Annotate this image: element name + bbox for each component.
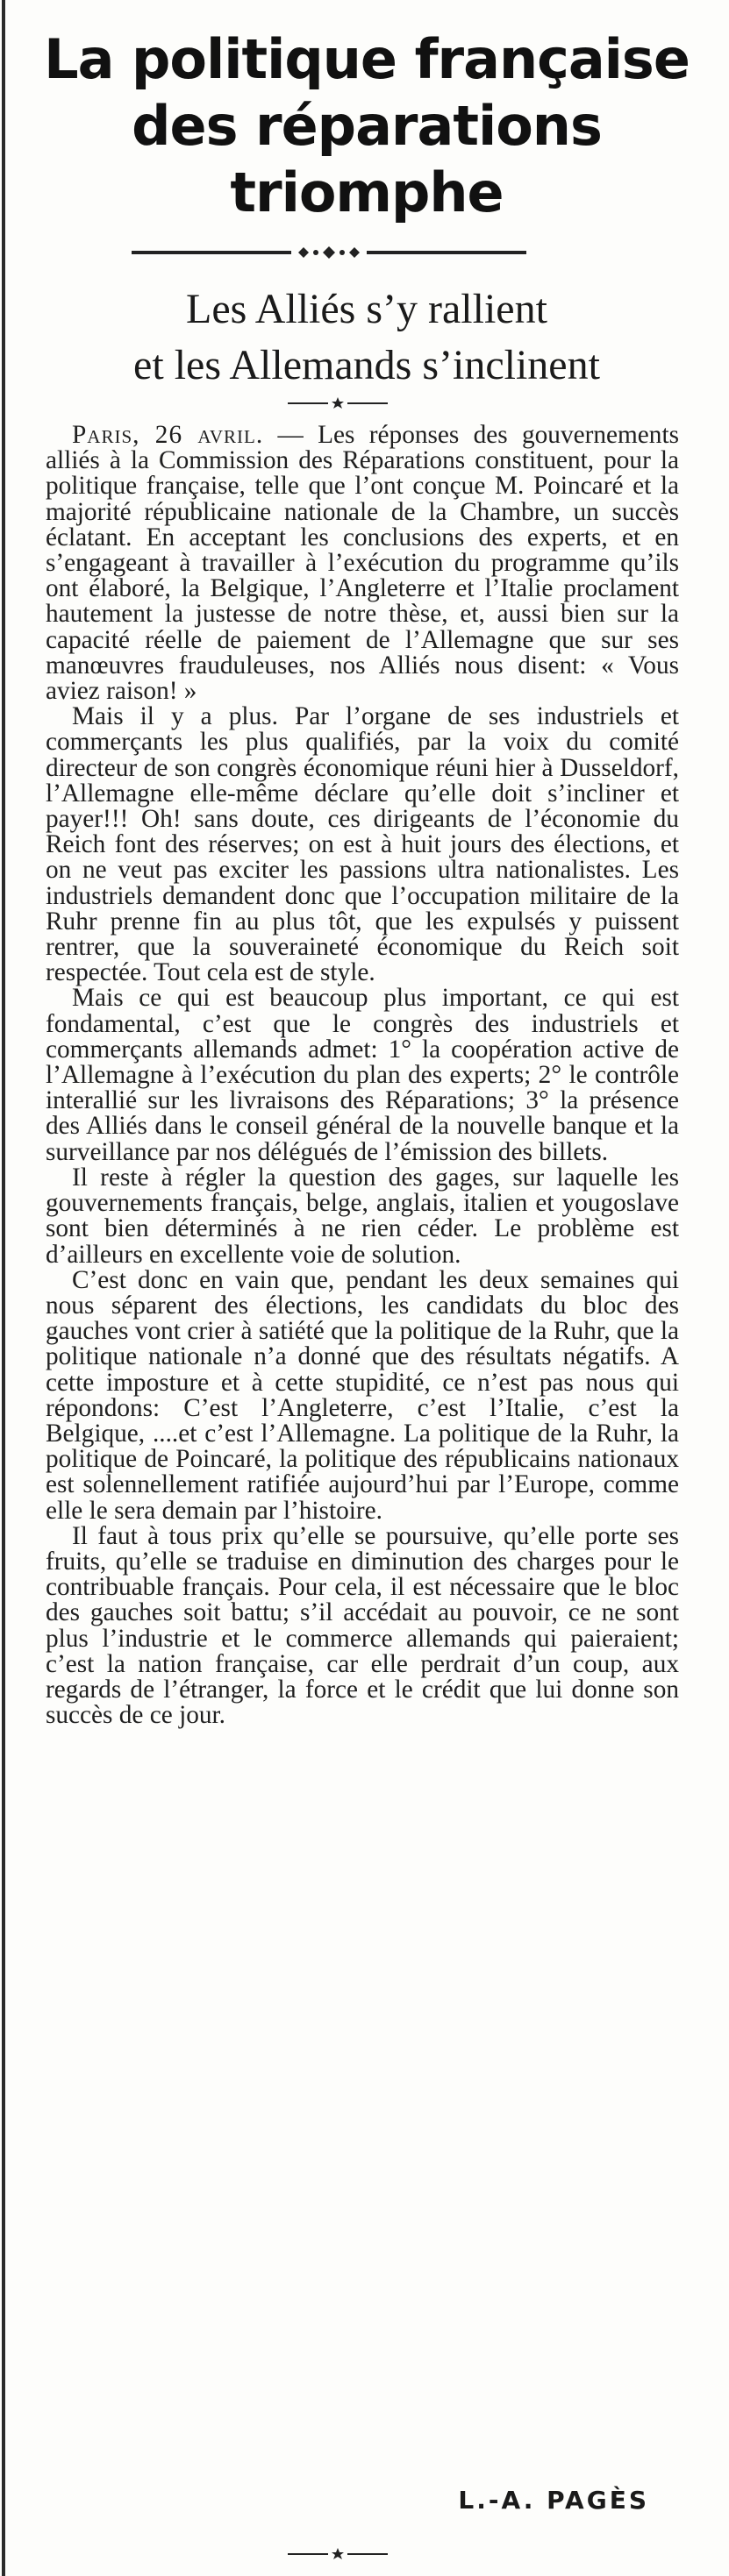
subheadline-line-1: Les Alliés s’y rallient: [186, 286, 547, 332]
ornamental-divider: [132, 246, 526, 260]
paragraph-2: Mais il y a plus. Par l’organe de ses industriels et commerçants les plus qualifiés, par la voix du comité directeur de son congrès économique réuni hier à Dusseldorf, l’Allemagne elle-même déclare qu’elle doit s’incliner et payer!!! Oh! sans doute, ces dirigeants de l’économie du Reich font des réserves; on est à huit jours des élections, et on ne veut pas exciter les passions ultra nationalistes. Les industriels demandent donc que l’occupation militaire de la Ruhr prenne fin au plus tôt, que les expulsés y puissent rentrer, que la souveraineté économique du Reich soit respectée. Tout cela est de style.: [46, 702, 679, 987]
paragraph-1: [46, 423, 679, 704]
paragraph-4: Il reste à régler la question des gages, sur laquelle les gouvernements français, belge, anglais, italien et yougoslave sont bien déterminés à ne rien céder. Le problème est d’ailleurs en excellente voie de solution.: [46, 1163, 679, 1269]
star-divider: [288, 396, 388, 410]
column-rule: [2, 0, 5, 2576]
headline-line-2: des réparations: [132, 94, 602, 158]
headline-line-3: triomphe: [230, 160, 504, 224]
end-star-divider: [288, 2547, 388, 2561]
paragraph-5: C’est donc en vain que, pendant les deux semaines qui nous séparent des élections, les candidats du bloc des gauches vont crier à satiété que la politique de la Ruhr, que la politique nationale n’a donné que des résultats négatifs. A cette imposture et à cette stupidité, ce n’est pas nous qui répondons: C’est l’Angleterre, c’est l’Italie, c’est la Belgique, ....et c’est l’Allemagne. La politique de la Ruhr, la politique de Poincaré, la politique des républicains nationaux est solennellement ratifiée aujourd’hui par l’Europe, comme elle le sera demain par l’histoire.: [46, 1265, 679, 1525]
paragraph-1-text: — Les réponses des gouvernements alliés à la Commission des Réparations constituent, pour la politique française, telle que l’ont conçue M. Poincaré et la majorité républicaine nationale de la Chambre, un succès éclatant. En acceptant les conclusions des experts, et en s’engageant à travailler à l’exécution du programme qu’ils ont élaboré, la Belgique, l’Angleterre et l’Italie proclament hautement la justesse de notre thèse, et, aussi bien sur la capacité réelle de paiement de l’Allemagne que sur ses manœuvres frauduleuses, nos Alliés nous disent: « Vous aviez raison! »: [46, 421, 679, 706]
subheadline-line-2: et les Allemands s’inclinent: [133, 342, 600, 388]
paragraph-3: Mais ce qui est beaucoup plus important, ce qui est fondamental, c’est que le congrès des industriels et commerçants allemands admet: 1° la coopération active de l’Allemagne à l’exécution du plan des experts; 2° le contrôle interallié sur les livraisons des Réparations; 3° la présence des Alliés dans le conseil général de la nouvelle banque et la surveillance par nos délégués de l’émission des billets.: [46, 984, 679, 1166]
paragraph-6: Il faut à tous prix qu’elle se poursuive, qu’elle porte ses fruits, qu’elle se traduise en diminution des charges pour le contribuable français. Pour cela, il est nécessaire que le bloc des gauches soit battu; s’il accédait au pouvoir, ce ne sont plus l’industrie et le commerce allemands qui paieraient; c’est la nation française, car elle perdrait d’un coup, aux regards de l’étranger, la force et le crédit que lui donne son succès de ce jour.: [46, 1521, 679, 1730]
headline-line-1: La politique française: [44, 27, 690, 91]
article-body: [46, 423, 679, 1728]
author-signature: L.-A. PAGÈS: [458, 2486, 649, 2515]
dateline: Paris, 26 avril.: [72, 421, 264, 449]
